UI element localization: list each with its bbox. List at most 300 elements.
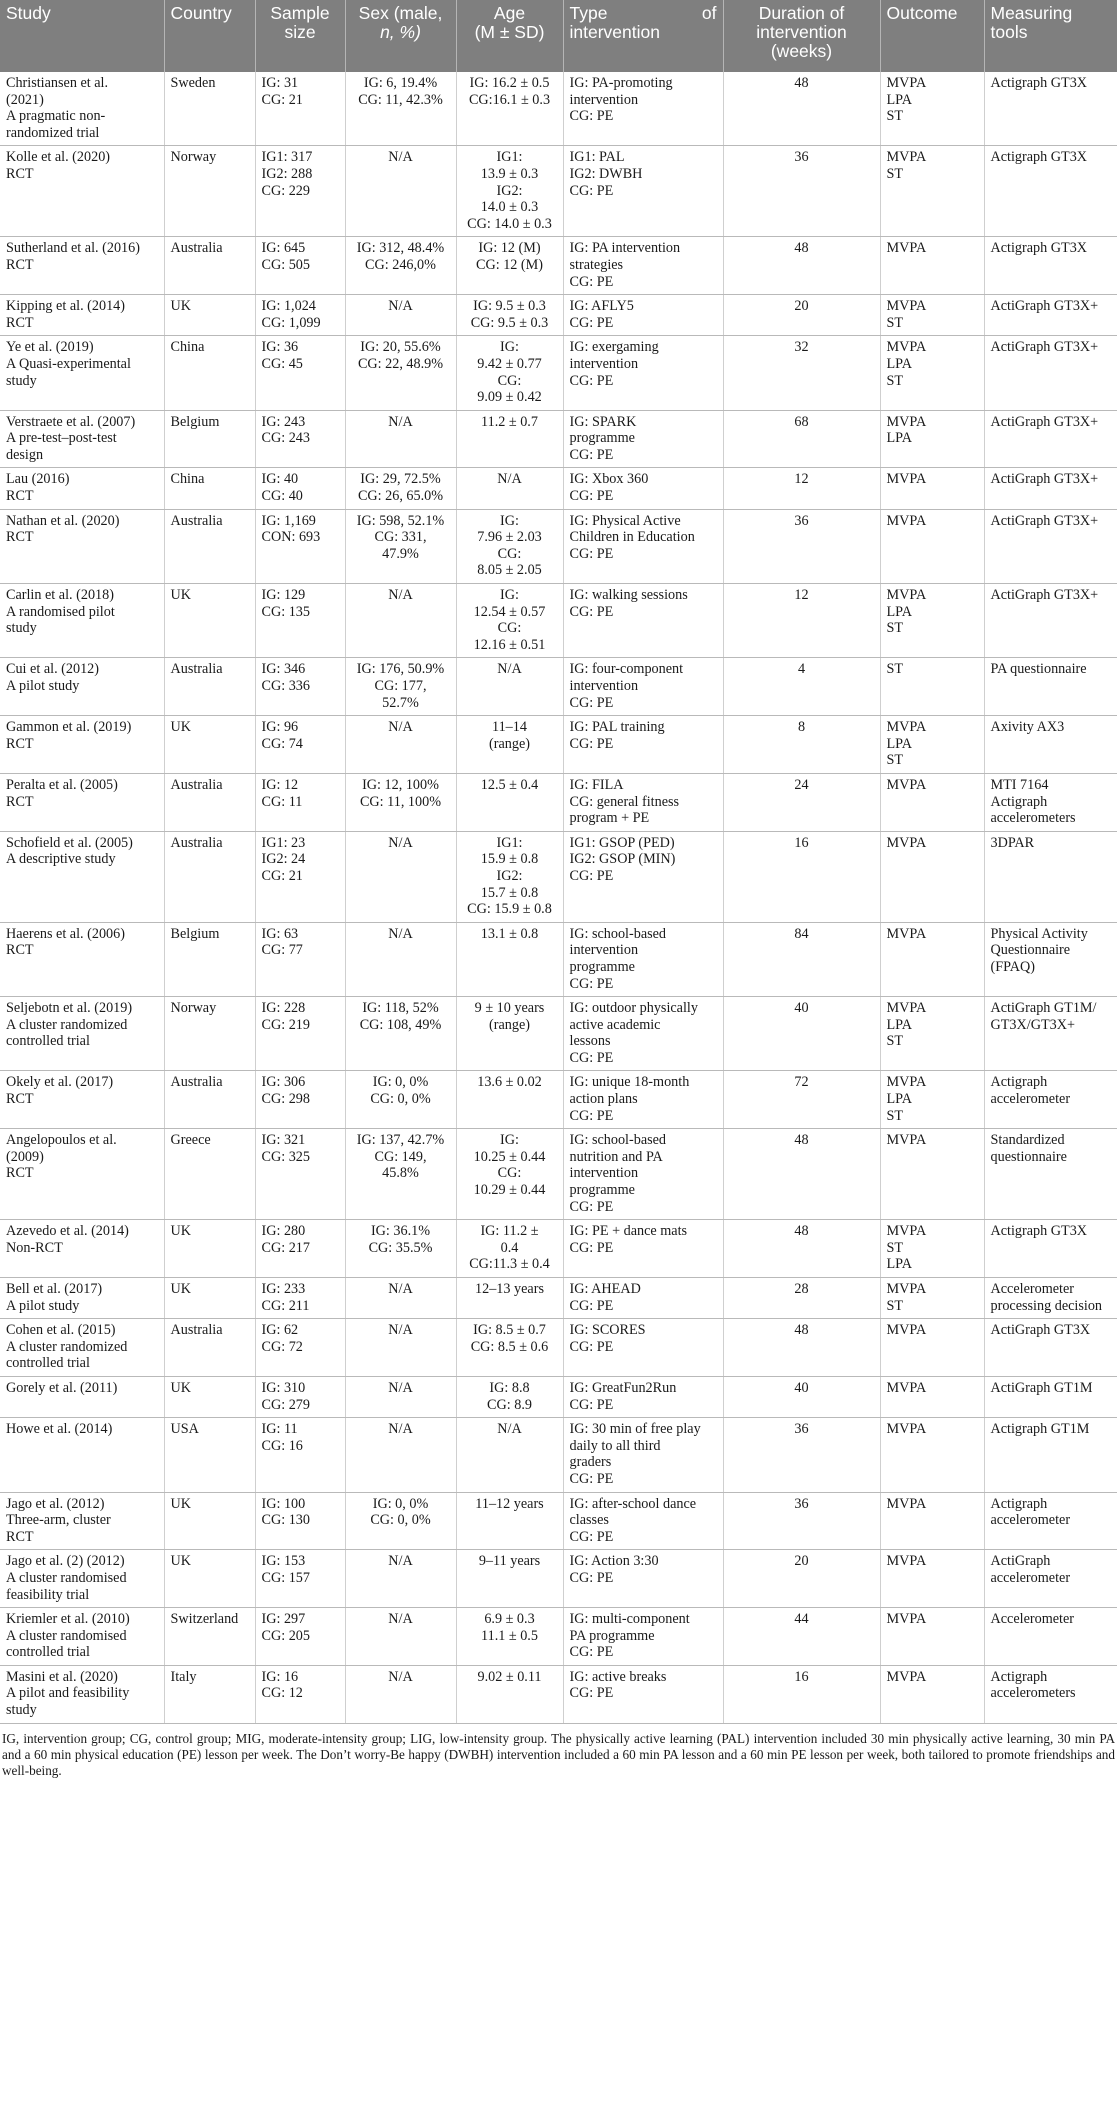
cell-line: CG: 325: [261, 1148, 310, 1165]
cell-line: CG: 177,: [374, 678, 427, 694]
cell-line: LPA: [886, 603, 912, 620]
cell-line: A cluster randomized: [6, 1016, 128, 1033]
cell-line: MVPA: [886, 925, 927, 942]
cell-line: CG: 11: [261, 793, 303, 810]
cell-line: LPA: [886, 430, 912, 447]
cell-measuring-tools: [984, 1220, 1117, 1278]
cell-measuring-tools: [984, 72, 1117, 146]
table-row: [0, 1492, 1117, 1550]
cell-outcome: [880, 146, 984, 237]
cell-line: RCT: [6, 529, 34, 546]
cell-line: IG: 96: [261, 719, 299, 736]
cell-sex: [345, 1129, 456, 1220]
cell-line: IG: Xbox 360: [569, 471, 649, 488]
cell-line: CG: 26, 65.0%: [357, 488, 444, 505]
cell-line: CG: PE: [569, 1470, 614, 1487]
cell-study: [0, 1492, 164, 1550]
cell-line: Physical Activity: [990, 925, 1088, 942]
cell-line: MVPA: [886, 1322, 927, 1339]
cell-line: programme: [569, 430, 635, 447]
cell-line: ActiGraph GT3X+: [990, 339, 1099, 356]
cell-measuring-tools: [984, 410, 1117, 468]
cell-outcome: [880, 658, 984, 716]
cell-line: IG: 176, 50.9%: [356, 661, 445, 678]
cell-line: MVPA: [886, 149, 927, 166]
cell-line: Cohen et al. (2015): [6, 1322, 116, 1339]
cell-line: ActiGraph GT1M: [990, 1379, 1093, 1396]
cell-line: CG: PE: [569, 273, 614, 290]
cell-line: study: [6, 1702, 37, 1719]
cell-line: A pragmatic non-: [6, 108, 106, 125]
cell-line: IG: 36.1%: [370, 1223, 431, 1240]
cell-type-of-intervention: [563, 1278, 723, 1319]
cell-country: Norway: [164, 997, 255, 1071]
cell-line: (2021): [6, 91, 44, 108]
cell-line: randomized trial: [6, 124, 100, 141]
cell-line: MVPA: [886, 1223, 927, 1240]
cell-line: 9 ± 10 years: [474, 1000, 545, 1017]
cell-line: N/A: [388, 834, 413, 851]
cell-age: [456, 1071, 563, 1129]
cell-country: Australia: [164, 773, 255, 831]
cell-type-of-intervention: [563, 336, 723, 410]
cell-line: 11.2 ± 0.7: [481, 413, 538, 430]
header-duration: Duration of intervention (weeks): [723, 0, 880, 72]
cell-age: [456, 237, 563, 295]
table-row: [0, 72, 1117, 146]
cell-sex: [345, 997, 456, 1071]
cell-line: CG:: [497, 545, 522, 562]
table-row: [0, 997, 1117, 1071]
cell-age: [456, 922, 563, 996]
cell-line: ST: [886, 1297, 904, 1314]
cell-line: LPA: [886, 735, 912, 752]
cell-sex: [345, 658, 456, 716]
cell-line: Three-arm, cluster: [6, 1512, 111, 1529]
cell-line: IG: 11.2 ±: [480, 1223, 539, 1240]
cell-line: MVPA: [886, 75, 927, 91]
cell-line: Accelerometer: [990, 1281, 1074, 1297]
cell-sample-size: [255, 237, 345, 295]
cell-line: IG1: 317: [261, 149, 313, 166]
cell-line: LPA: [886, 91, 912, 108]
cell-duration: 12: [723, 584, 880, 658]
cell-line: accelerometer: [990, 1512, 1071, 1529]
cell-line: program + PE: [569, 810, 650, 827]
cell-line: intervention: [569, 678, 639, 694]
cell-sex: [345, 410, 456, 468]
cell-duration: 24: [723, 773, 880, 831]
cell-line: CG: 12: [261, 1685, 303, 1702]
cell-line: Questionnaire: [990, 942, 1071, 959]
cell-line: MVPA: [886, 471, 927, 488]
cell-type-of-intervention: [563, 997, 723, 1071]
cell-line: 13.9 ± 0.3: [480, 165, 539, 182]
header-outcome: Outcome: [880, 0, 984, 72]
cell-line: IG: 12 (M): [478, 240, 541, 257]
cell-duration: 36: [723, 1492, 880, 1550]
cell-age: [456, 658, 563, 716]
cell-line: IG: AHEAD: [569, 1281, 641, 1297]
cell-line: CG: 108, 49%: [359, 1016, 442, 1033]
cell-line: IG: 297: [261, 1611, 306, 1628]
cell-line: N/A: [388, 149, 413, 166]
cell-line: IG1:: [496, 149, 523, 166]
cell-line: IG: after-school dance: [569, 1495, 697, 1512]
cell-country: Australia: [164, 831, 255, 922]
cell-sex: [345, 716, 456, 774]
cell-line: 9.09 ± 0.42: [477, 389, 542, 406]
cell-line: CG: PE: [569, 1297, 614, 1314]
cell-type-of-intervention: [563, 1550, 723, 1608]
cell-line: ST: [886, 165, 904, 182]
cell-line: 47.9%: [382, 545, 419, 562]
cell-line: IG: 20, 55.6%: [360, 339, 441, 356]
cell-line: accelerometer: [990, 1569, 1071, 1586]
cell-line: A pilot and feasibility: [6, 1685, 130, 1702]
cell-line: accelerometers: [990, 1685, 1076, 1702]
cell-line: controlled trial: [6, 1644, 90, 1661]
cell-line: IG: 645: [261, 240, 306, 257]
cell-type-of-intervention: [563, 1492, 723, 1550]
cell-line: 13.1 ± 0.8: [480, 925, 539, 942]
cell-line: A descriptive study: [6, 851, 116, 868]
cell-country: UK: [164, 1220, 255, 1278]
cell-sample-size: [255, 1071, 345, 1129]
cell-line: RCT: [6, 314, 34, 331]
cell-type-of-intervention: [563, 1319, 723, 1377]
cell-line: ST: [886, 108, 904, 125]
cell-line: CG: 40: [261, 488, 303, 505]
cell-sample-size: [255, 997, 345, 1071]
cell-line: LPA: [886, 1091, 912, 1108]
cell-line: IG: 29, 72.5%: [360, 471, 441, 488]
cell-line: daily to all third: [569, 1437, 661, 1454]
cell-line: 10.29 ± 0.44: [473, 1182, 546, 1199]
cell-line: active academic: [569, 1016, 661, 1033]
cell-duration: 28: [723, 1278, 880, 1319]
cell-country: Greece: [164, 1129, 255, 1220]
table-body: [0, 72, 1117, 1723]
cell-age: [456, 584, 563, 658]
cell-line: Nathan et al. (2020): [6, 512, 120, 529]
cell-study: [0, 922, 164, 996]
cell-line: IG2: 288: [261, 165, 313, 182]
cell-line: Axivity AX3: [990, 719, 1065, 736]
cell-sample-size: [255, 1418, 345, 1492]
cell-sex: [345, 831, 456, 922]
cell-sex: [345, 1376, 456, 1417]
table-footnote: IG, intervention group; CG, control group; MIG, moderate-intensity group; LIG, low-intensity group. The physically active learning (PAL) intervention included 30 min physically active learning, 30 min PA and a 60 min physical education (PE) lesson per week. The Don’t worry-Be happy (DWBH) intervention included a 60 min PA lesson and a 60 min PE lesson per week, both tailored to promote friendships and well-being.: [2, 1730, 1115, 1778]
cell-line: Masini et al. (2020): [6, 1668, 118, 1685]
cell-line: IG: 30 min of free play: [569, 1421, 701, 1438]
table-row: [0, 237, 1117, 295]
cell-country: Australia: [164, 237, 255, 295]
cell-line: IG: 63: [261, 925, 299, 942]
cell-line: Kipping et al. (2014): [6, 298, 125, 315]
table-row: [0, 410, 1117, 468]
cell-line: Christiansen et al.: [6, 75, 109, 91]
cell-line: CG: 74: [261, 735, 303, 752]
cell-line: CG:: [497, 372, 522, 389]
cell-line: IG1:: [496, 834, 523, 851]
cell-measuring-tools: [984, 773, 1117, 831]
cell-line: CG: 0, 0%: [370, 1512, 431, 1529]
cell-line: CG: PE: [569, 488, 614, 505]
cell-line: IG: 306: [261, 1074, 306, 1091]
cell-sex: [345, 1492, 456, 1550]
cell-type-of-intervention: [563, 1071, 723, 1129]
cell-line: N/A: [388, 413, 413, 430]
cell-line: N/A: [497, 471, 522, 488]
cell-line: GT3X/GT3X+: [990, 1016, 1075, 1033]
cell-line: MVPA: [886, 512, 927, 529]
cell-outcome: [880, 716, 984, 774]
cell-line: 3DPAR: [990, 834, 1035, 851]
cell-sample-size: [255, 336, 345, 410]
cell-line: IG: 137, 42.7%: [356, 1132, 445, 1149]
cell-outcome: [880, 336, 984, 410]
cell-duration: 4: [723, 658, 880, 716]
cell-study: [0, 72, 164, 146]
cell-line: ActiGraph GT3X: [990, 1322, 1091, 1339]
cell-line: Carlin et al. (2018): [6, 587, 114, 604]
cell-sample-size: [255, 1220, 345, 1278]
cell-study: [0, 1376, 164, 1417]
cell-line: Gammon et al. (2019): [6, 719, 132, 736]
cell-country: Belgium: [164, 922, 255, 996]
cell-line: RCT: [6, 735, 34, 752]
cell-duration: 48: [723, 72, 880, 146]
cell-line: CON: 693: [261, 529, 321, 546]
cell-line: 6.9 ± 0.3: [484, 1611, 535, 1628]
cell-duration: 48: [723, 1220, 880, 1278]
table-row: [0, 658, 1117, 716]
cell-line: ActiGraph: [990, 1553, 1051, 1570]
cell-line: MVPA: [886, 1611, 927, 1628]
cell-study: [0, 336, 164, 410]
cell-line: Standardized: [990, 1132, 1065, 1149]
table-row: [0, 1550, 1117, 1608]
cell-type-of-intervention: [563, 410, 723, 468]
cell-age: [456, 72, 563, 146]
cell-study: [0, 146, 164, 237]
cell-country: Norway: [164, 146, 255, 237]
cell-age: [456, 1319, 563, 1377]
cell-line: CG: 505: [261, 256, 310, 273]
cell-type-of-intervention: [563, 658, 723, 716]
cell-type-of-intervention: [563, 1220, 723, 1278]
cell-study: [0, 1550, 164, 1608]
cell-country: Sweden: [164, 72, 255, 146]
header-country: Country: [164, 0, 255, 72]
cell-line: programme: [569, 958, 635, 975]
header-measuring-tools: Measuring tools: [984, 0, 1117, 72]
cell-line: (range): [489, 735, 530, 752]
cell-age: [456, 1608, 563, 1666]
table-row: [0, 922, 1117, 996]
cell-type-of-intervention: [563, 468, 723, 509]
cell-duration: 48: [723, 1129, 880, 1220]
cell-outcome: [880, 1071, 984, 1129]
cell-line: IG: 31: [261, 75, 299, 91]
cell-line: N/A: [388, 1322, 413, 1339]
cell-line: IG: walking sessions: [569, 587, 688, 604]
cell-line: Kriemler et al. (2010): [6, 1611, 130, 1628]
cell-line: CG: PE: [569, 1685, 614, 1702]
cell-line: MVPA: [886, 298, 927, 315]
cell-line: Howe et al. (2014): [6, 1421, 113, 1438]
cell-age: [456, 1220, 563, 1278]
cell-age: [456, 1492, 563, 1550]
cell-line: IG: 0, 0%: [372, 1074, 429, 1091]
cell-line: CG: PE: [569, 1396, 614, 1413]
cell-line: Schofield et al. (2005): [6, 834, 133, 851]
cell-line: IG: 598, 52.1%: [356, 512, 445, 529]
cell-line: MVPA: [886, 1421, 927, 1438]
header-age: Age (M ± SD): [456, 0, 563, 72]
cell-sex: [345, 1319, 456, 1377]
cell-line: IG: 280: [261, 1223, 306, 1240]
cell-age: [456, 831, 563, 922]
cell-line: IG: 233: [261, 1281, 306, 1297]
cell-outcome: [880, 1278, 984, 1319]
cell-sex: [345, 1220, 456, 1278]
cell-line: CG: 130: [261, 1512, 310, 1529]
cell-age: [456, 1376, 563, 1417]
cell-outcome: [880, 1608, 984, 1666]
cell-sample-size: [255, 831, 345, 922]
cell-sample-size: [255, 509, 345, 583]
cell-duration: 20: [723, 1550, 880, 1608]
cell-country: China: [164, 336, 255, 410]
table-row: [0, 1418, 1117, 1492]
cell-line: RCT: [6, 1528, 34, 1545]
cell-line: action plans: [569, 1091, 638, 1108]
cell-measuring-tools: [984, 1492, 1117, 1550]
cell-line: CG: 246,0%: [365, 256, 436, 273]
cell-line: study: [6, 372, 37, 389]
cell-study: [0, 1071, 164, 1129]
cell-line: CG: PE: [569, 1239, 614, 1256]
cell-type-of-intervention: [563, 72, 723, 146]
cell-line: questionnaire: [990, 1148, 1067, 1165]
cell-line: intervention: [569, 355, 639, 372]
cell-line: accelerometers: [990, 810, 1076, 827]
cell-study: [0, 410, 164, 468]
cell-line: MVPA: [886, 776, 927, 793]
cell-line: MVPA: [886, 1000, 927, 1017]
cell-line: IG: 12, 100%: [362, 776, 439, 793]
cell-type-of-intervention: [563, 1608, 723, 1666]
cell-sex: [345, 922, 456, 996]
cell-line: Actigraph: [990, 1668, 1048, 1685]
cell-duration: 36: [723, 146, 880, 237]
cell-measuring-tools: [984, 1071, 1117, 1129]
cell-study: [0, 831, 164, 922]
cell-type-of-intervention: [563, 1129, 723, 1220]
cell-outcome: [880, 237, 984, 295]
cell-line: 9.02 ± 0.11: [477, 1668, 542, 1685]
cell-line: IG: 100: [261, 1495, 306, 1512]
cell-line: MVPA: [886, 1668, 927, 1685]
cell-line: MVPA: [886, 834, 927, 851]
cell-age: [456, 295, 563, 336]
cell-line: CG: 72: [261, 1338, 303, 1355]
cell-line: Lau (2016): [6, 471, 70, 488]
cell-line: CG: 12 (M): [476, 256, 543, 273]
cell-line: CG:11.3 ± 0.4: [469, 1256, 550, 1273]
cell-line: feasibility trial: [6, 1586, 90, 1603]
cell-line: 11.1 ± 0.5: [481, 1627, 538, 1644]
cell-measuring-tools: [984, 1129, 1117, 1220]
cell-age: [456, 773, 563, 831]
cell-sex: [345, 1071, 456, 1129]
cell-line: RCT: [6, 165, 34, 182]
cell-measuring-tools: [984, 831, 1117, 922]
cell-duration: 20: [723, 295, 880, 336]
cell-line: IG: 6, 19.4%: [363, 75, 438, 91]
cell-age: [456, 1550, 563, 1608]
cell-line: IG: AFLY5: [569, 298, 634, 315]
cell-type-of-intervention: [563, 1418, 723, 1492]
cell-line: N/A: [388, 1611, 413, 1628]
cell-line: 52.7%: [382, 694, 419, 711]
cell-duration: 32: [723, 336, 880, 410]
cell-line: CG: 279: [261, 1396, 310, 1413]
cell-line: IG: active breaks: [569, 1668, 667, 1685]
cell-line: A cluster randomized: [6, 1338, 128, 1355]
cell-line: CG: 22, 48.9%: [357, 355, 444, 372]
cell-line: IG: unique 18-month: [569, 1074, 690, 1091]
cell-line: IG2: 24: [261, 851, 306, 868]
cell-line: CG: 35.5%: [368, 1239, 433, 1256]
cell-line: IG: Physical Active: [569, 512, 681, 529]
cell-study: [0, 295, 164, 336]
cell-line: MVPA: [886, 1074, 927, 1091]
cell-line: IG:: [500, 587, 519, 604]
cell-line: 8.05 ± 2.05: [477, 562, 542, 579]
cell-country: China: [164, 468, 255, 509]
cell-type-of-intervention: [563, 831, 723, 922]
cell-line: intervention: [569, 1165, 639, 1182]
cell-line: Azevedo et al. (2014): [6, 1223, 129, 1240]
cell-age: [456, 1278, 563, 1319]
cell-line: (range): [489, 1016, 530, 1033]
cell-line: (2009): [6, 1148, 44, 1165]
cell-line: IG: FILA: [569, 776, 624, 793]
cell-line: IG:: [500, 1132, 519, 1149]
cell-sample-size: [255, 922, 345, 996]
cell-line: CG: PE: [569, 108, 614, 125]
cell-line: N/A: [388, 1668, 413, 1685]
table-row: [0, 509, 1117, 583]
cell-study: [0, 237, 164, 295]
cell-line: PA programme: [569, 1627, 655, 1644]
cell-line: accelerometer: [990, 1091, 1071, 1108]
cell-line: Actigraph GT3X: [990, 75, 1088, 91]
cell-line: ST: [886, 620, 904, 637]
cell-line: IG1: 23: [261, 834, 306, 851]
cell-line: Jago et al. (2) (2012): [6, 1553, 125, 1570]
table-row: [0, 336, 1117, 410]
table-row: [0, 1278, 1117, 1319]
cell-outcome: [880, 997, 984, 1071]
cell-line: CG: 331,: [374, 529, 427, 546]
cell-line: MVPA: [886, 1281, 927, 1297]
table-row: [0, 1319, 1117, 1377]
cell-line: Actigraph GT3X: [990, 240, 1088, 257]
